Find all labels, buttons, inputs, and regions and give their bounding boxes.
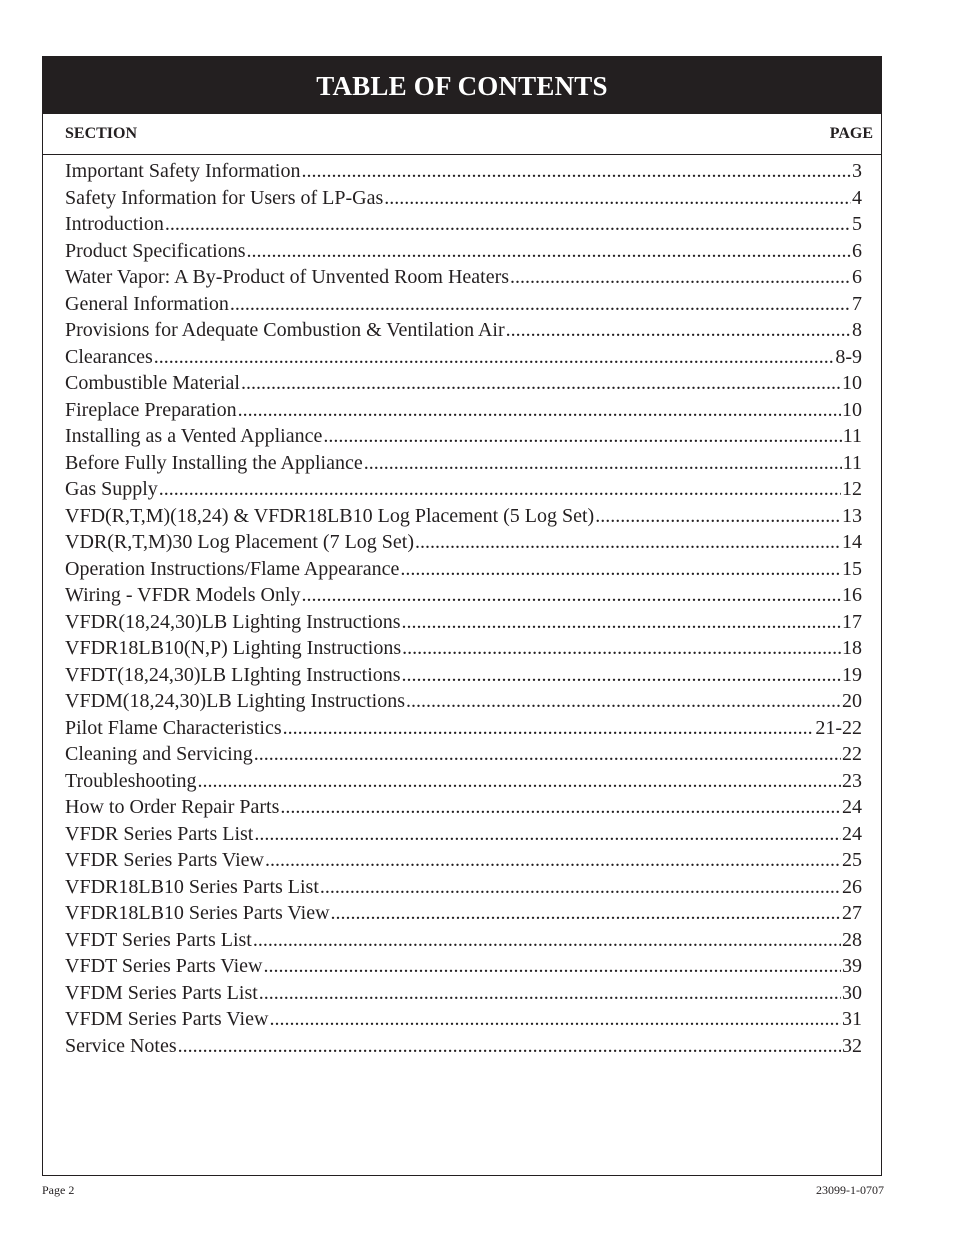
toc-entry-leader-dots: [178, 1033, 841, 1060]
toc-entry-page: 22: [842, 743, 862, 765]
page-title: TABLE OF CONTENTS: [316, 71, 608, 101]
toc-entry-label: General Information: [65, 292, 229, 315]
toc-entry-label: VFDM Series Parts List: [65, 981, 258, 1004]
toc-entry[interactable]: [65, 715, 862, 742]
toc-entry[interactable]: [65, 874, 862, 901]
toc-entry-page: 6: [852, 239, 862, 262]
toc-entry-label: VFDT(18,24,30)LB LIghting Instructions: [65, 663, 401, 686]
footer-page-number: Page 2: [42, 1183, 75, 1197]
toc-entry[interactable]: [65, 317, 862, 344]
toc-entry-leader-dots: [384, 185, 851, 212]
toc-entry-label: VFDM Series Parts View: [65, 1008, 269, 1030]
toc-entry-leader-dots: [265, 847, 841, 874]
toc-entry-page: 4: [852, 186, 862, 209]
toc-entry-label: VFDR Series Parts List: [65, 822, 254, 845]
toc-entry[interactable]: [65, 927, 862, 954]
toc-entry-leader-dots: [241, 370, 841, 397]
toc-entry[interactable]: [65, 211, 862, 238]
toc-entry-leader-dots: [159, 476, 841, 503]
toc-entry[interactable]: [65, 503, 862, 530]
toc-entry-label: VFDM(18,24,30)LB Lighting Instructions: [65, 690, 405, 712]
toc-entry[interactable]: [65, 158, 862, 185]
toc-entry-label: Safety Information for Users of LP-Gas: [65, 186, 384, 209]
toc-entry-label: Troubleshooting: [65, 769, 197, 792]
toc-entry-leader-dots: [283, 715, 815, 742]
toc-entry[interactable]: [65, 768, 862, 795]
toc-entry-leader-dots: [280, 794, 841, 821]
toc-entry-page: 11: [842, 425, 862, 447]
toc-entry-page: 17: [842, 610, 862, 633]
page-column-header: PAGE: [829, 125, 873, 142]
toc-entry[interactable]: [65, 476, 862, 503]
toc-entry-leader-dots: [302, 582, 842, 609]
toc-entry-page: 24: [842, 796, 862, 818]
toc-header-bar: [43, 57, 881, 114]
toc-entry-page: 32: [842, 1034, 862, 1057]
toc-entry[interactable]: [65, 397, 862, 424]
toc-entry-leader-dots: [254, 821, 841, 848]
toc-entry-label: Clearances: [65, 345, 153, 368]
toc-entry[interactable]: [65, 980, 862, 1007]
toc-entry-page: 31: [842, 1008, 862, 1030]
toc-entry-leader-dots: [331, 900, 841, 927]
toc-entry-page: 8: [852, 319, 862, 341]
toc-entry-page: 28: [842, 928, 862, 951]
toc-entry-label: Product Specifications: [65, 239, 246, 262]
toc-entry[interactable]: [65, 264, 862, 291]
toc-entry-leader-dots: [320, 874, 841, 901]
toc-entry-label: VDR(R,T,M)30 Log Placement (7 Log Set): [65, 531, 415, 553]
toc-entry-page: 19: [842, 663, 862, 686]
toc-entry[interactable]: [65, 662, 862, 689]
toc-entry-page: 8-9: [835, 345, 862, 368]
toc-entry-page: 14: [842, 531, 862, 553]
toc-entry-page: 3: [852, 160, 862, 182]
toc-entry[interactable]: [65, 953, 862, 980]
toc-entry-leader-dots: [253, 927, 841, 954]
toc-entry-leader-dots: [254, 741, 841, 768]
toc-entry-label: Important Safety Information: [65, 160, 301, 182]
toc-entry[interactable]: [65, 847, 862, 874]
toc-entry-page: 27: [842, 902, 862, 924]
toc-entry-leader-dots: [238, 397, 841, 424]
toc-entry[interactable]: [65, 370, 862, 397]
toc-entry-label: Pilot Flame Characteristics: [65, 716, 282, 739]
toc-entry-label: Provisions for Adequate Combustion & Ventilation Air: [65, 319, 505, 341]
toc-entry[interactable]: [65, 635, 862, 662]
toc-entry-page: 5: [852, 213, 862, 235]
toc-entry-page: 24: [842, 822, 862, 845]
toc-entry-label: VFDR18LB10 Series Parts List: [65, 875, 319, 898]
toc-entry-page: 10: [842, 372, 862, 394]
toc-entry-leader-dots: [510, 264, 851, 291]
toc-entry-leader-dots: [269, 1006, 841, 1033]
toc-entry-label: VFDR(18,24,30)LB Lighting Instructions: [65, 610, 401, 633]
toc-entry-page: 11: [842, 451, 862, 474]
toc-entry-label: Introduction: [65, 213, 164, 235]
toc-entry-page: 15: [842, 557, 862, 580]
toc-entry-label: VFDT Series Parts List: [65, 928, 252, 951]
toc-entry-leader-dots: [264, 953, 842, 980]
toc-entry-page: 12: [842, 478, 862, 500]
toc-entry-label: Operation Instructions/Flame Appearance: [65, 557, 400, 580]
toc-entry[interactable]: [65, 529, 862, 556]
toc-entry-page: 26: [842, 875, 862, 898]
toc-entry[interactable]: [65, 821, 862, 848]
toc-entry[interactable]: [65, 741, 862, 768]
toc-entry[interactable]: [65, 609, 862, 636]
toc-entry-label: Combustible Material: [65, 372, 240, 394]
toc-entry-label: VFDT Series Parts View: [65, 955, 263, 977]
toc-entry-leader-dots: [154, 344, 835, 371]
toc-entry-leader-dots: [402, 609, 841, 636]
toc-entry-label: Before Fully Installing the Appliance: [65, 451, 363, 474]
toc-entry-leader-dots: [400, 556, 841, 583]
toc-entry-page: 20: [842, 690, 862, 712]
column-headers: [43, 114, 881, 155]
toc-entry-leader-dots: [259, 980, 841, 1007]
toc-entry-label: Cleaning and Servicing: [65, 743, 253, 765]
toc-entry[interactable]: [65, 423, 862, 450]
toc-entry-leader-dots: [302, 158, 852, 185]
toc-entry-leader-dots: [364, 450, 842, 477]
section-column-header: SECTION: [65, 125, 138, 142]
toc-entry-page: 39: [842, 955, 862, 977]
toc-entry[interactable]: [65, 688, 862, 715]
toc-entry[interactable]: [65, 1033, 862, 1060]
toc-entry-page: 10: [842, 398, 862, 421]
toc-entry[interactable]: [65, 582, 862, 609]
footer-doc-number: 23099-1-0707: [816, 1183, 884, 1197]
toc-entry-label: Service Notes: [65, 1034, 177, 1057]
toc-entry-leader-dots: [230, 291, 851, 318]
toc-entry-label: Fireplace Preparation: [65, 398, 237, 421]
toc-entry-page: 16: [842, 584, 862, 606]
toc-entry-leader-dots: [595, 503, 841, 530]
toc-entry-label: Installing as a Vented Appliance: [65, 425, 323, 447]
toc-entry[interactable]: [65, 556, 862, 583]
toc-entry-page: 13: [842, 504, 862, 527]
toc-entry-page: 18: [842, 637, 862, 659]
toc-entry-leader-dots: [165, 211, 851, 238]
toc-entry-leader-dots: [198, 768, 841, 795]
toc-entry-page: 6: [852, 266, 862, 288]
toc-entry-page: 21-22: [815, 716, 862, 739]
toc-entry-label: Gas Supply: [65, 478, 158, 500]
toc-entry[interactable]: [65, 450, 862, 477]
toc-entries: [65, 158, 862, 1059]
toc-entry-page: 7: [852, 292, 862, 315]
toc-entry-leader-dots: [402, 662, 841, 689]
toc-entry-leader-dots: [406, 688, 841, 715]
toc-entry-leader-dots: [402, 635, 841, 662]
toc-entry-label: Wiring - VFDR Models Only: [65, 584, 301, 606]
toc-entry-leader-dots: [323, 423, 841, 450]
toc-entry[interactable]: [65, 794, 862, 821]
toc-entry-label: Water Vapor: A By-Product of Unvented Room Heaters: [65, 266, 510, 288]
toc-box: [42, 56, 882, 1176]
toc-entry-label: VFD(R,T,M)(18,24) & VFDR18LB10 Log Placement (5 Log Set): [65, 504, 595, 527]
toc-entry-leader-dots: [506, 317, 851, 344]
toc-entry-page: 30: [842, 981, 862, 1004]
toc-entry-label: How to Order Repair Parts: [65, 796, 280, 818]
toc-entry-page: 25: [842, 849, 862, 871]
toc-entry-leader-dots: [247, 238, 851, 265]
toc-entry[interactable]: [65, 238, 862, 265]
toc-entry-label: VFDR18LB10(N,P) Lighting Instructions: [65, 637, 402, 659]
toc-entry[interactable]: [65, 1006, 862, 1033]
toc-entry[interactable]: [65, 291, 862, 318]
toc-entry-label: VFDR Series Parts View: [65, 849, 264, 871]
toc-entry[interactable]: [65, 185, 862, 212]
toc-entry-leader-dots: [415, 529, 841, 556]
toc-entry-label: VFDR18LB10 Series Parts View: [65, 902, 330, 924]
toc-entry-page: 23: [842, 769, 862, 792]
toc-entry[interactable]: [65, 344, 862, 371]
toc-entry[interactable]: [65, 900, 862, 927]
